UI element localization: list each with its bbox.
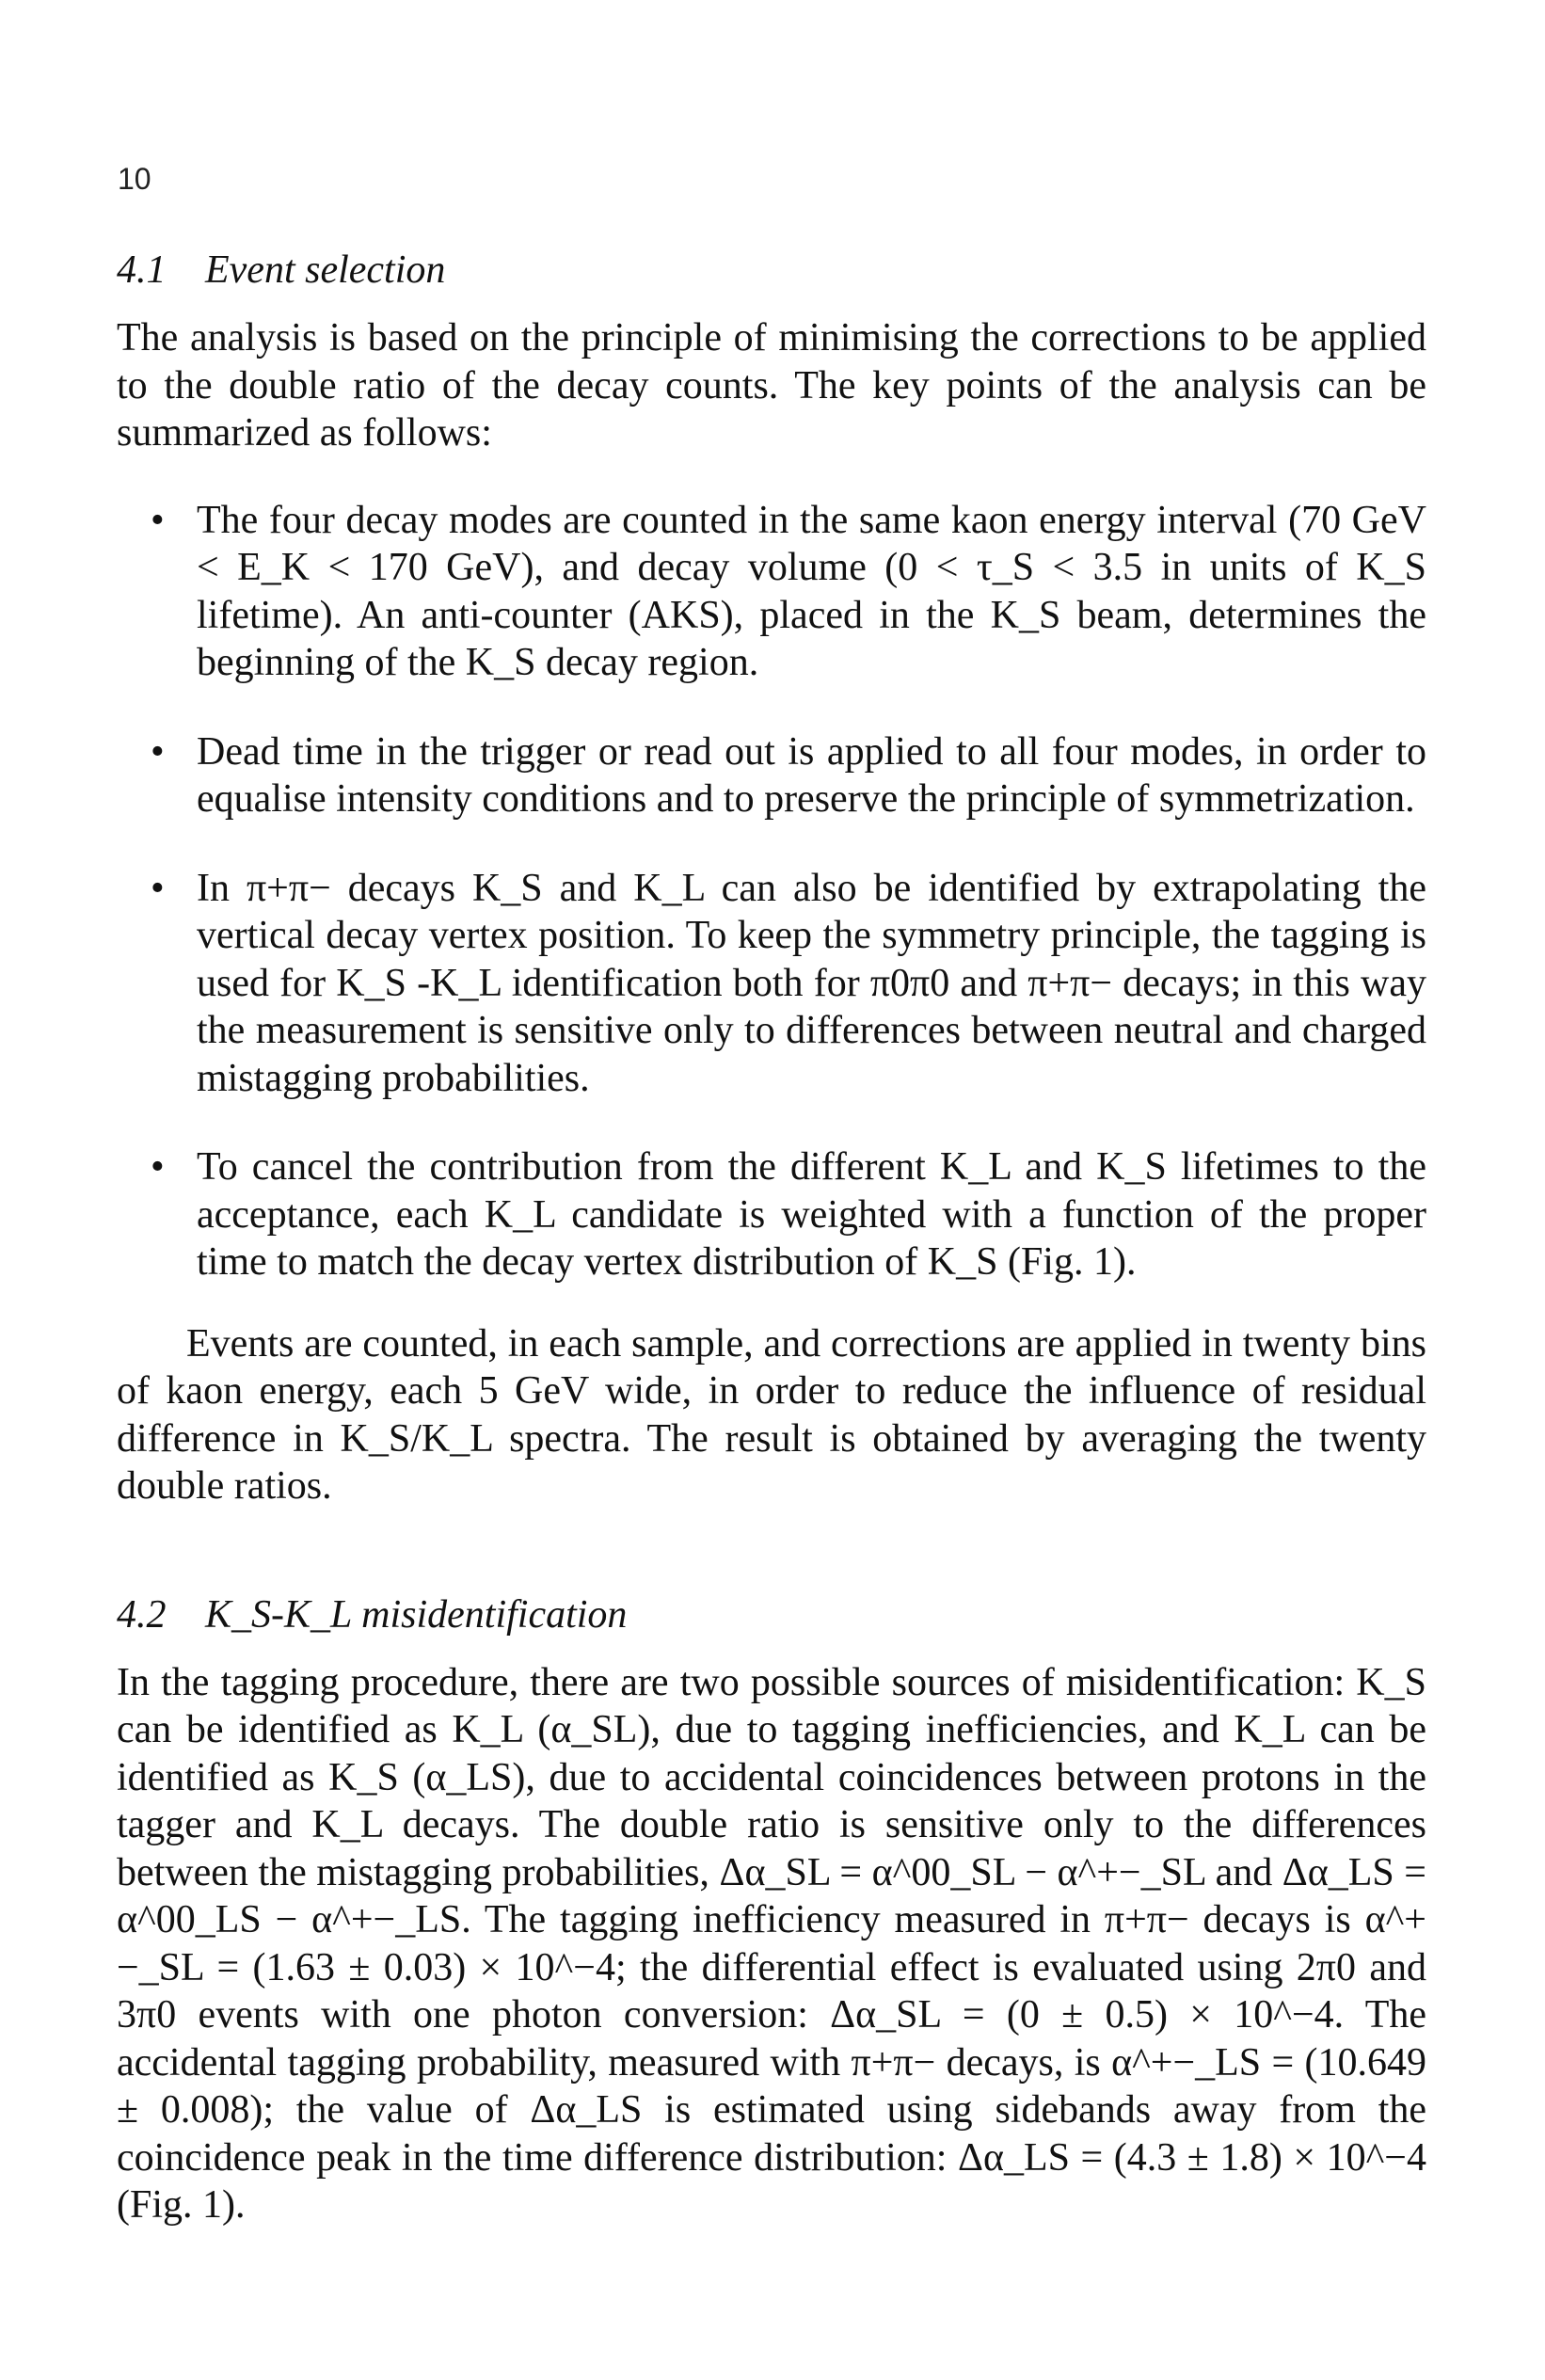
section-title: Event selection [205, 248, 446, 292]
page-number: 10 [118, 162, 151, 196]
section-title: K_S-K_L misidentification [205, 1592, 628, 1637]
bullet-icon: • [151, 866, 165, 910]
list-item [117, 728, 1426, 823]
misidentification-paragraph: In the tagging procedure, there are two possible sources of misidentification: K_S can be identified as K_L (α_SL), due to tagging inefficiencies, and K_L can be identified as K_S (α_LS), due to accidental coincidences between protons in the tagger and K_L decays. The double ratio is sensitive only to the differences between the mistagging probabilities, Δα_SL = α^00_SL − α^+−_SL and Δα_LS = α^00_LS − α^+−_LS. The tagging inefficiency measured in π+π− decays is α^+−_SL = (1.63 ± 0.03) × 10^−4; the differential effect is evaluated using 2π0 and 3π0 events with one photon conversion: Δα_SL = (0 ± 0.5) × 10^−4. The accidental tagging probability, measured with π+π− decays, is α^+−_LS = (10.649 ± 0.008); the value of Δα_LS is estimated using sidebands away from the coincidence peak in the time difference distribution: Δα_LS = (4.3 ± 1.8) × 10^−4 (Fig. 1). [117, 1660, 1426, 2227]
list-item [117, 865, 1426, 1103]
section-heading-misidentification [117, 1591, 1426, 1638]
section-number: 4.1 [117, 248, 167, 292]
page-content [117, 247, 1426, 2229]
list-item-text: In π+π− decays K_S and K_L can also be identified by extrapolating the vertical decay vertex position. To keep the symmetry principle, the tagging is used for K_S -K_L identification both for π0π0 and π+π− decays; in this way the measurement is sensitive only to differences between neutral and charged mistagging probabilities. [197, 866, 1426, 1100]
section-heading-event-selection [117, 247, 1426, 294]
list-item-text: Dead time in the trigger or read out is applied to all four modes, in order to equalise intensity conditions and to preserve the principle of symmetrization. [197, 729, 1426, 821]
list-item [117, 497, 1426, 687]
section-number: 4.2 [117, 1592, 167, 1637]
list-item [117, 1143, 1426, 1286]
bullet-icon: • [151, 729, 165, 774]
key-points-list [117, 497, 1426, 1286]
bullet-icon: • [151, 1145, 165, 1189]
list-item-text: The four decay modes are counted in the same kaon energy interval (70 GeV < E_K < 170 GeV), and decay volume (0 < τ_S < 3.5 in units of K_S lifetime). An anti-counter (AKS), placed in the K_S beam, determines the beginning of the K_S decay region. [197, 498, 1426, 684]
bullet-icon: • [151, 498, 165, 542]
closing-paragraph: Events are counted, in each sample, and corrections are applied in twenty bins of kaon energy, each 5 GeV wide, in order to reduce the influence of residual difference in K_S/K_L spectra. The result is obtained by averaging the twenty double ratios. [117, 1321, 1426, 1508]
list-item-text: To cancel the contribution from the different K_L and K_S lifetimes to the acceptance, each K_L candidate is weighted with a function of the proper time to match the decay vertex distribution of K_S (Fig. 1). [197, 1145, 1426, 1284]
intro-paragraph: The analysis is based on the principle of minimising the corrections to be applied to the double ratio of the decay counts. The key points of the analysis can be summarized as follows: [117, 316, 1426, 455]
